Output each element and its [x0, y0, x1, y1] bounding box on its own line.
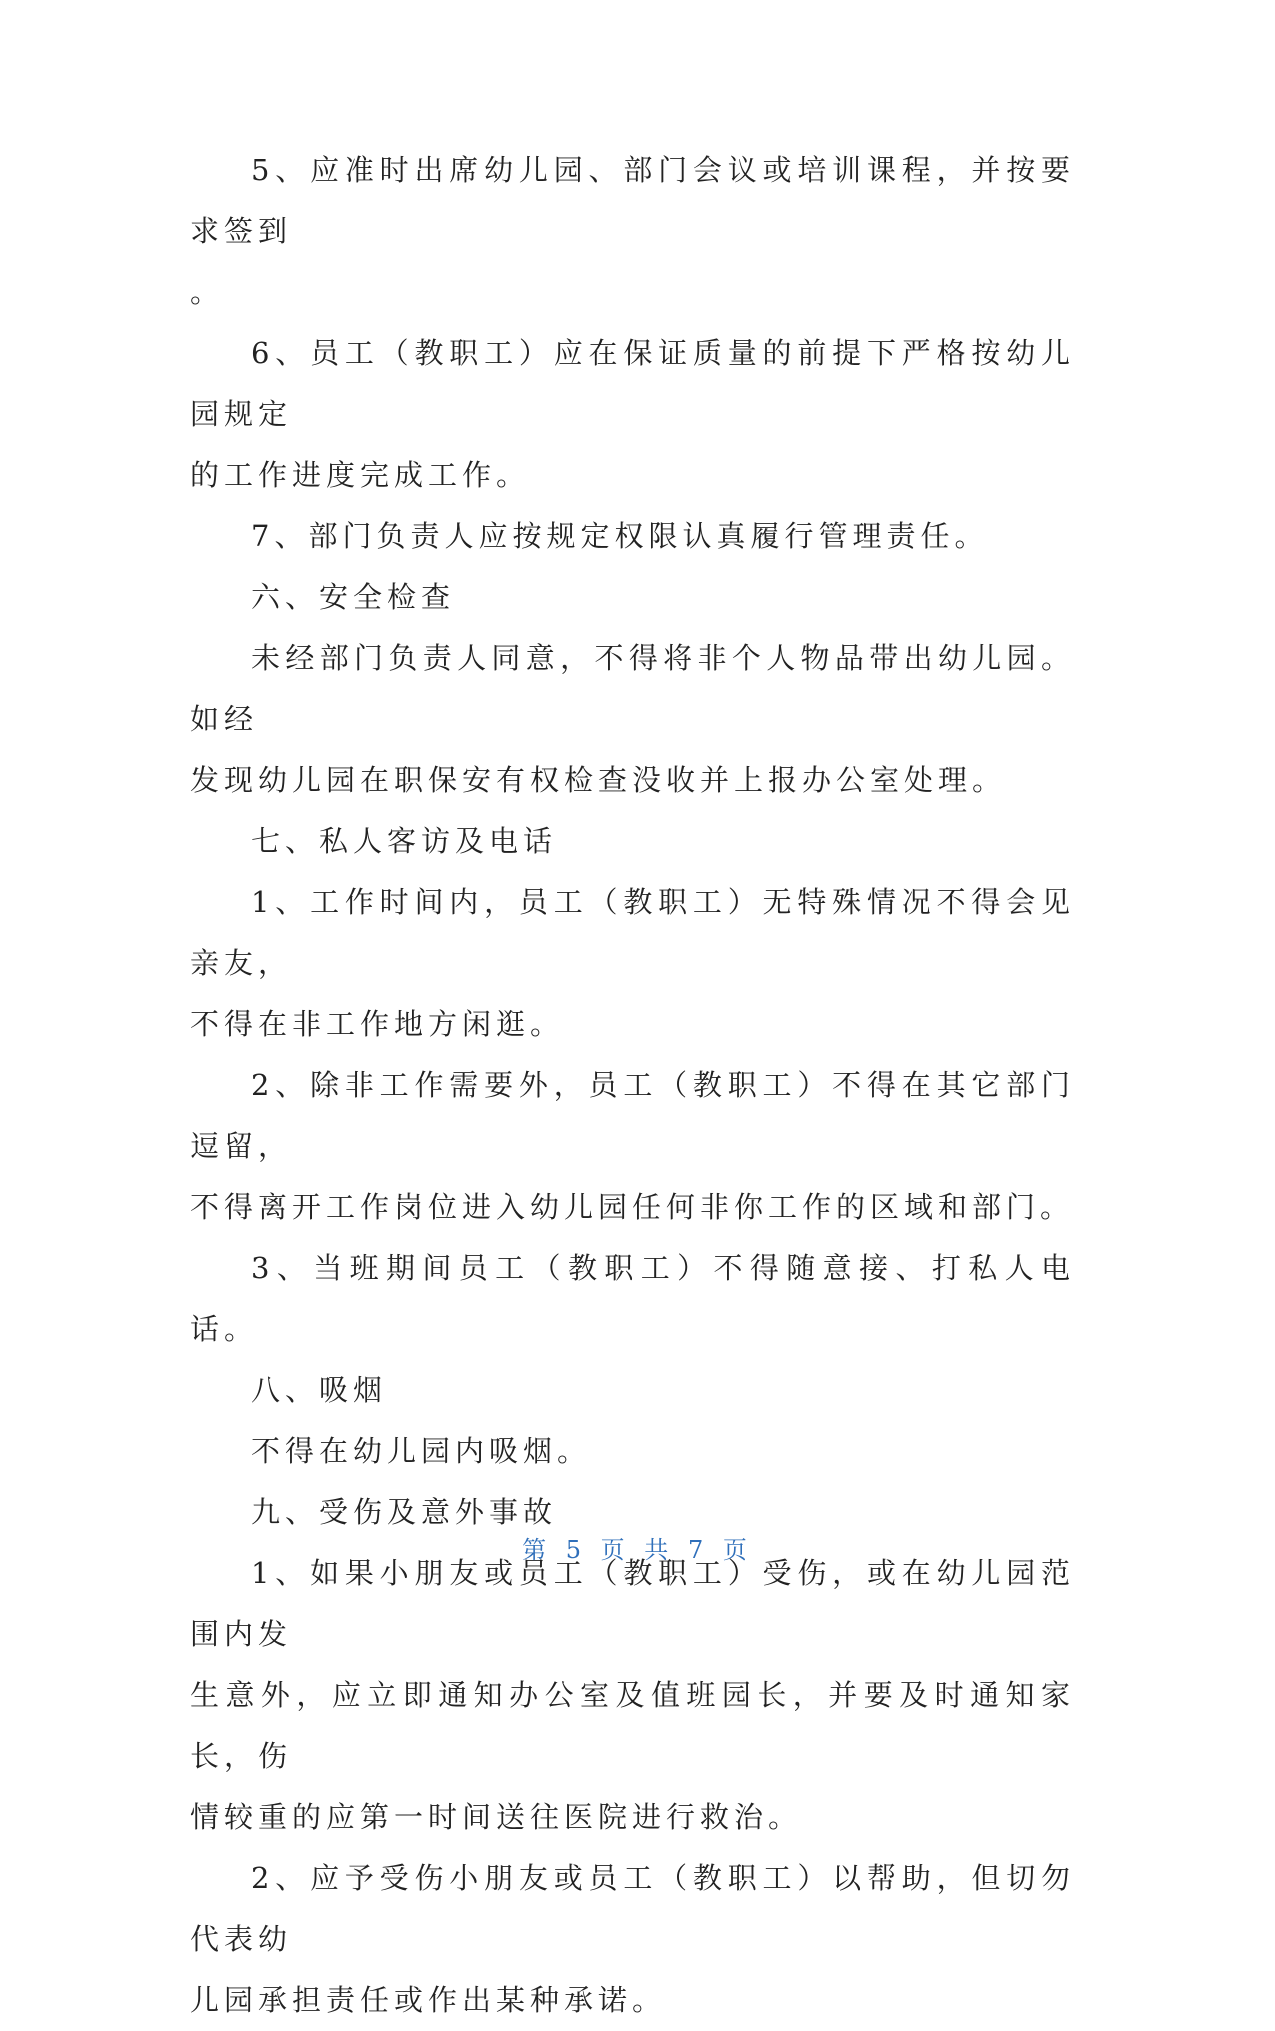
paragraph: 6、员工（教职工）应在保证质量的前提下严格按幼儿园规定 的工作进度完成工作。 [190, 336, 1075, 492]
paragraph: 7、部门负责人应按规定权限认真履行管理责任。 [251, 519, 989, 553]
paragraph: 1、工作时间内，员工（教职工）无特殊情况不得会见亲友， 不得在非工作地方闲逛。 [190, 885, 1075, 1041]
paragraph: 不得在幼儿园内吸烟。 [251, 1434, 592, 1468]
section-heading: 八、吸烟 [251, 1373, 388, 1407]
section-heading: 七、私人客访及电话 [251, 824, 558, 858]
paragraph: 未经部门负责人同意，不得将非个人物品带出幼儿园。如经 发现幼儿园在职保安有权检查没收并上报办公室处理。 [190, 641, 1075, 797]
section-heading: 六、安全检查 [251, 580, 456, 614]
section-heading: 九、受伤及意外事故 [251, 1495, 558, 1529]
paragraph: 2、应予受伤小朋友或员工（教职工）以帮助，但切勿代表幼 儿园承担责任或作出某种承诺。 [190, 1861, 1075, 2017]
document-body [190, 140, 1075, 2031]
paragraph: 3、当班期间员工（教职工）不得随意接、打私人电话。 [190, 1251, 1075, 1346]
paragraph: 5、应准时出席幼儿园、部门会议或培训课程，并按要求签到 。 [190, 153, 1075, 309]
page-number-footer: 第 5 页 共 7 页 [522, 1536, 753, 1564]
paragraph: 2、除非工作需要外，员工（教职工）不得在其它部门逗留， 不得离开工作岗位进入幼儿园任何非你工作的区域和部门。 [190, 1068, 1075, 1224]
paragraph: 1、如果小朋友或员工（教职工）受伤，或在幼儿园范围内发 生意外，应立即通知办公室及值班园长，并要及时通知家长，伤 情较重的应第一时间送往医院进行救治。 [190, 1556, 1075, 1834]
